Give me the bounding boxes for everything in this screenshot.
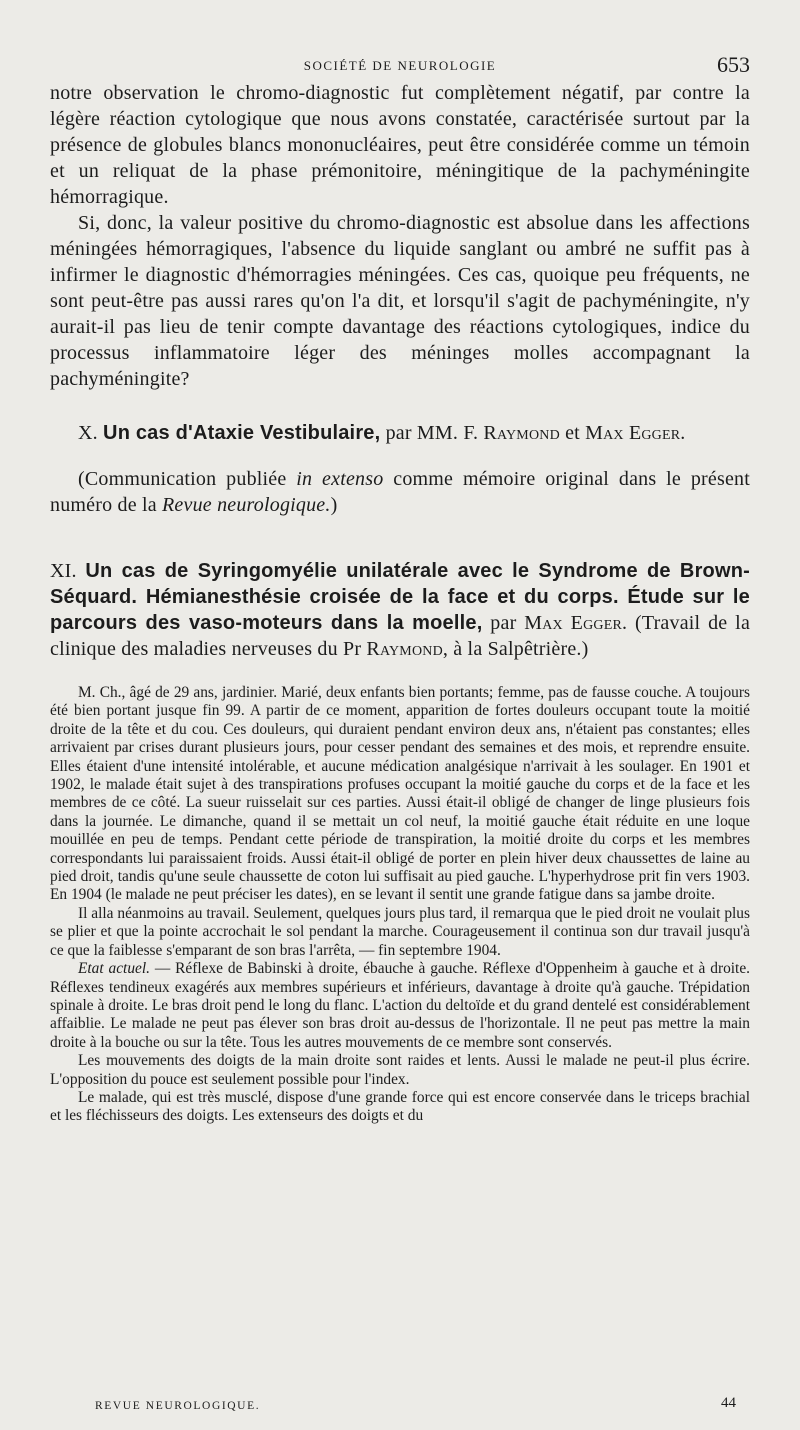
section-x-numeral: X. bbox=[78, 422, 98, 444]
note-text-post: ) bbox=[330, 494, 338, 516]
page-footer bbox=[95, 1395, 736, 1412]
section-x-by: par MM. bbox=[385, 422, 459, 444]
note-text-pre: (Communication publiée bbox=[78, 468, 287, 490]
case-paragraph-1: M. Ch., âgé de 29 ans, jardinier. Marié, deux enfants bien portants; femme, pas de fausse couche. A toujours été bien portant jusque fin 99. A partir de ce moment, apparition de fortes douleurs occupant toute la moitié droite de la tête et du cou. Ces douleurs, qui duraient pendant environ deux ans, n'étaient pas constantes; elles arrivaient par crises durant plusieurs jours, pour cesser pendant des semaines et des mois, et reprendre ensuite. Elles étaient d'une intensité intolérable, et aucune médication analgésique n'arrivait à les soulager. En 1901 et 1902, le malade était sujet à des transpirations profuses occupant la moitié gauche du corps et de la face et les membres de ce côté. La sueur ruisselait sur ces parties. Aussi était-il obligé de changer de linge plusieurs fois dans la journée. Le dimanche, quand il se mettait un col neuf, la moitié gauche était réduite en une loque mouillée en peu de temps. Pendant cette période de transpiration, la moitié droite du corps et les membres correspondants lui paraissaient froids. Aussi était-il obligé de porter en plein hiver deux chaussettes de laine au pied droit, tandis qu'une seule chaussette de coton lui suffisait au pied gauche. L'hyperhydrose prit fin vers 1903. En 1904 (le malade ne peut préciser les dates), en se levant il sentit une grande fatigue dans sa jambe droite. bbox=[50, 684, 750, 904]
section-xi-numeral: XI. bbox=[50, 560, 77, 582]
section-x-and: et bbox=[565, 422, 580, 444]
section-x-author-1: F. Raymond bbox=[463, 422, 560, 444]
section-xi-affiliation-post: à la Salpêtrière.) bbox=[453, 638, 589, 660]
case-report bbox=[50, 684, 750, 1126]
note-italic-journal: Revue neurologique. bbox=[162, 494, 331, 516]
case-paragraph-5: Le malade, qui est très musclé, dispose d'une grande force qui est encore conservée dans le triceps brachial et les fléchisseurs des doigts. Les extenseurs des doigts et du bbox=[50, 1088, 750, 1125]
case-paragraph-3-text: — Réflexe de Babinski à droite, ébauche à gauche. Réflexe d'Oppenheim à gauche et à droite. Réflexes tendineux exagérés aux membres supérieurs et inférieurs, davantage à droite qu'à gauche. Trépidation spinale à droite. Le bras droit pend le long du flanc. L'action du deltoïde et du grand dentelé est considérablement affaiblie. Le malade ne peut pas élever son bras droit au-dessus de l'horizontale. Il ne peut pas mettre la main droite à la bouche ou sur la tête. Tous les autres mouvements de ce membre sont conservés. bbox=[50, 960, 750, 1051]
section-xi-prof: Pr bbox=[343, 638, 362, 660]
case-paragraph-3-label: Etat actuel. bbox=[78, 960, 150, 978]
section-xi bbox=[50, 558, 750, 662]
intro-paragraph-1: notre observation le chromo-diagnostic fut complètement négatif, par contre la légère réaction cytologique que nous avons constatée, caractérisée surtout par la présence de globules blancs mononucléaires, peut être considérée comme un témoin et un reliquat de la phase prémonitoire, méningitique de la pachyméningite hémorragique. bbox=[50, 82, 750, 208]
running-title: SOCIÉTÉ DE NEUROLOGIE bbox=[303, 58, 497, 73]
case-paragraph-2: Il alla néanmoins au travail. Seulement, quelques jours plus tard, il remarqua que le pied droit ne voulait plus se plier et que la pointe accrochait le sol pendant la marche. Courageusement il continua son dur travail jusqu'à ce que la faiblesse s'emparant de son bras l'arrêta, — fin septembre 1904. bbox=[50, 904, 750, 959]
section-xi-author: Max Egger. bbox=[524, 612, 628, 634]
section-x bbox=[50, 420, 750, 518]
note-text-mid: comme mémoire original dans le présent numéro de la bbox=[50, 468, 750, 516]
section-x-note bbox=[50, 466, 750, 518]
journal-name: REVUE NEUROLOGIQUE. bbox=[95, 1400, 261, 1412]
section-xi-affiliation-pre: (Travail de la clinique des maladies nerveuses du bbox=[50, 612, 751, 660]
section-x-author-2: Max Egger. bbox=[585, 422, 686, 444]
note-italic-in-extenso: in extenso bbox=[296, 468, 384, 490]
section-xi-by: par bbox=[490, 612, 517, 634]
case-paragraph-4: Les mouvements des doigts de la main droite sont raides et lents. Aussi le malade ne peut-il plus écrire. L'opposition du pouce est seulement possible pour l'index. bbox=[50, 1052, 750, 1088]
running-header bbox=[50, 52, 750, 80]
signature-mark: 44 bbox=[721, 1395, 736, 1411]
section-xi-heading bbox=[50, 558, 750, 662]
intro-paragraph-2: Si, donc, la valeur positive du chromo-diagnostic est absolue dans les affections méningées hémorragiques, l'absence du liquide sanglant ou ambré ne suffit pas à infirmer le diagnostic d'hémorragies méningées. Ces cas, quoique peu fréquents, ne sont peut-être pas aussi rares qu'on l'a dit, et lorsqu'il s'agit de pachyméningite, n'y aurait-il pas lieu de tenir compte davantage des réactions cytologiques, indice du processus inflammatoire léger des méninges molles accompagnant la pachyméningite? bbox=[50, 212, 750, 390]
page-number: 653 bbox=[717, 52, 750, 77]
section-xi-title: Un cas de Syringomyélie unilatérale avec le Syndrome de Brown-Séquard. Hémianesthésie croisée de la face et du corps. Étude sur le parcours des vaso-moteurs dans la moelle, bbox=[50, 560, 750, 634]
section-xi-prof-name: Raymond, bbox=[366, 638, 449, 660]
section-x-title: Un cas d'Ataxie Vestibulaire, bbox=[103, 422, 381, 444]
case-paragraph-3 bbox=[50, 960, 750, 1052]
section-x-heading bbox=[50, 420, 750, 446]
